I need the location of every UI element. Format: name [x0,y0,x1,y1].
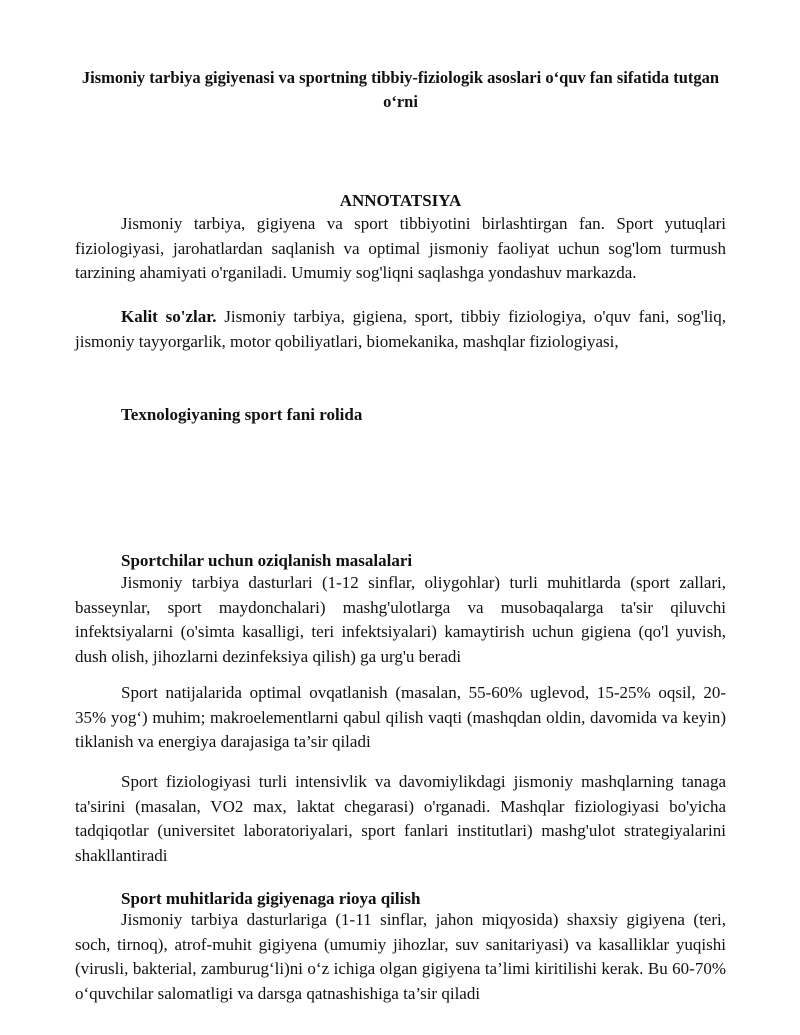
keywords-label: Kalit so'zlar. [121,307,217,326]
section-heading-technology: Texnologiyaning sport fani rolida [121,405,363,424]
annotation-heading: ANNOTATSIYA [339,191,462,210]
document-title: Jismoniy tarbiya gigiyenasi va sportning tibbiy-fiziologik asoslari o‘quv fan sifatida tutgan o‘rni [81,68,720,111]
keywords-text: Jismoniy tarbiya, gigiena, sport, tibbiy fiziologiya, o'quv fani, sog'liq, jismoniy tayyorgarlik, motor qobiliyatlari, biomekanika, mashqlar fiziologiyasi, [75,307,726,351]
keywords-paragraph [75,305,726,354]
nutrition-paragraph-2: Sport natijalarida optimal ovqatlanish (masalan, 55-60% uglevod, 15-25% oqsil, 20-35% yog‘) muhim; makroelementlarni qabul qilish vaqti (mashqdan oldin, davomida va keyin) tiklanish va energiya darajasiga ta’sir qiladi [75,683,726,751]
section-heading-hygiene: Sport muhitlarida gigiyenaga rioya qilish [121,889,421,908]
nutrition-paragraph-1: Jismoniy tarbiya dasturlari (1-12 sinflar, oliygohlar) turli muhitlarda (sport zallari, basseynlar, sport maydonchalari) mashg'ulotlarga va musobaqalarga ta'sir qiluvchi infektsiyalarni (o'simta kasalligi, teri infektsiyalari) kamaytirish uchun gigiena (qo'l yuvish, dush olish, jihozlarni dezinfeksiya qilish) ga urg'u beradi [75,573,726,666]
annotation-text: Jismoniy tarbiya, gigiyena va sport tibbiyotini birlashtirgan fan. Sport yutuqlari fiziologiyasi, jarohatlardan saqlanish va optimal jismoniy faoliyat uchun sog'lom turmush tarzining ahamiyati o'rganiladi. Umumiy sog'liqni saqlashga yondashuv markazda. [75,214,726,282]
hygiene-paragraph-1: Jismoniy tarbiya dasturlariga (1-11 sinflar, jahon miqyosida) shaxsiy gigiyena (teri, soch, tirnoq), atrof-muhit gigiyena (umumiy jihozlar, suv sanitariyasi) va kasalliklar yuqishi (virusli, bakterial, zamburug‘li)ni o‘z ichiga olgan gigiyena ta’limi kiritilishi kerak. Bu 60-70% o‘quvchilar salomatligi va darsga qatnashishiga ta’sir qiladi [75,910,726,1003]
nutrition-paragraph-3: Sport fiziologiyasi turli intensivlik va davomiylikdagi jismoniy mashqlarning tanaga ta'sirini (masalan, VO2 max, laktat chegarasi) o'rganadi. Mashqlar fiziologiyasi bo'yicha tadqiqotlar (universitet laboratoriyalari, sport fanlari institutlari) mashg'ulot strategiyalarini shakllantiradi [75,772,726,865]
section-heading-nutrition: Sportchilar uchun oziqlanish masalalari [121,551,413,570]
